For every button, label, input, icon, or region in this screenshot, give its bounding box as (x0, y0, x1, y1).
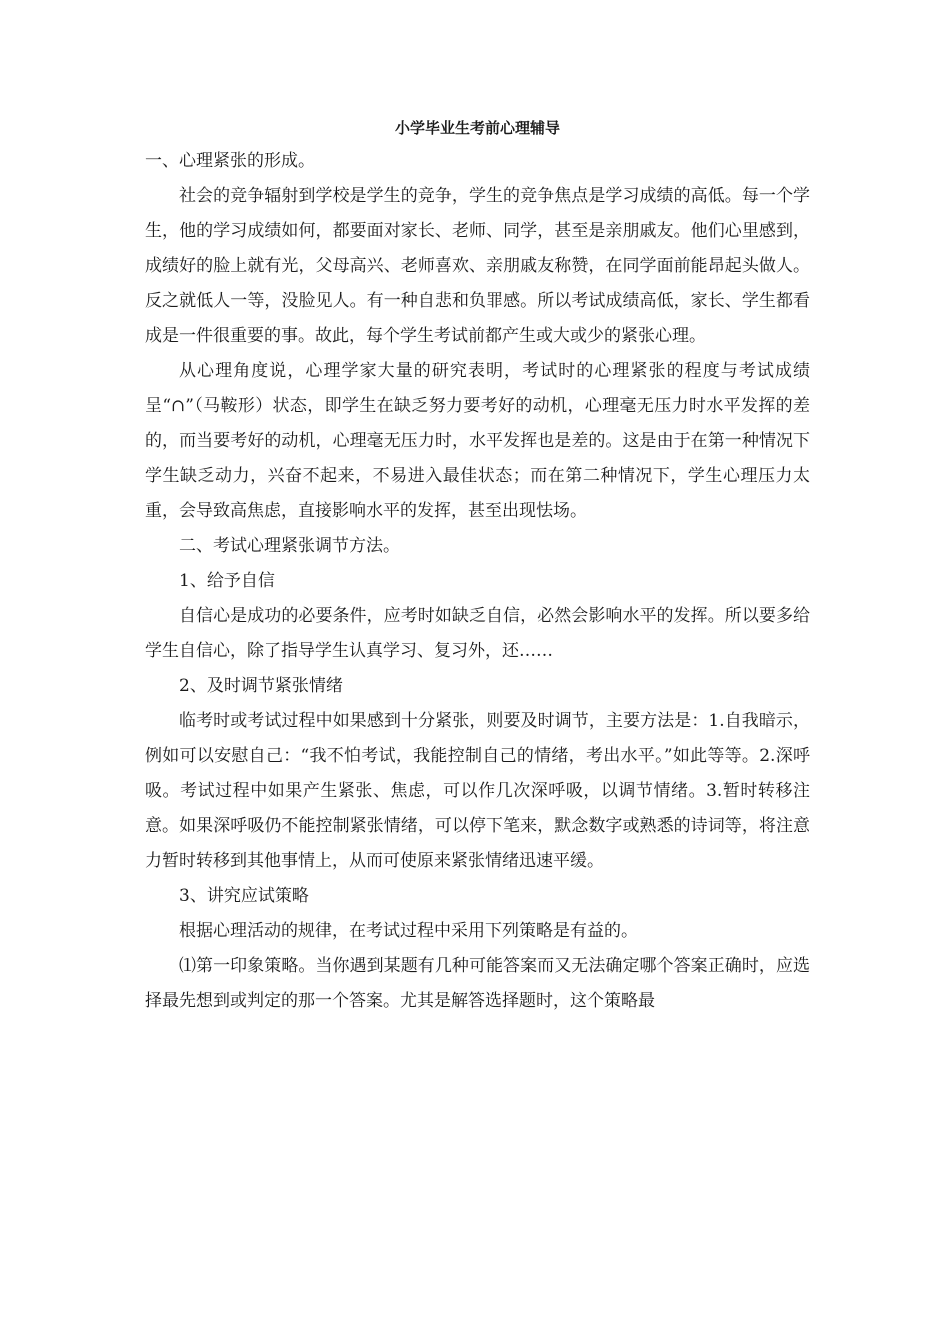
paragraph: 自信心是成功的必要条件，应考时如缺乏自信，必然会影响水平的发挥。所以要多给学生自信心，除了指导学生认真学习、复习外，还…… (145, 606, 810, 661)
subheading-1: 1、给予自信 (179, 571, 275, 591)
document-page (145, 118, 810, 1019)
paragraph: 从心理角度说，心理学家大量的研究表明，考试时的心理紧张的程度与考试成绩呈“∩”（马鞍形）状态，即学生在缺乏努力要考好的动机，心理毫无压力时水平发挥的差的，而当要考好的动机，心理毫无压力时，水平发挥也是差的。这是由于在第一种情况下学生缺乏动力，兴奋不起来，不易进入最佳状态；而在第二种情况下，学生心理压力太重，会导致高焦虑，直接影响水平的发挥，甚至出现怯场。 (145, 361, 810, 521)
section-heading-2: 二、考试心理紧张调节方法。 (179, 536, 400, 556)
section-heading-1: 一、心理紧张的形成。 (145, 151, 315, 171)
paragraph: ⑴第一印象策略。当你遇到某题有几种可能答案而又无法确定哪个答案正确时，应选择最先想到或判定的那一个答案。尤其是解答选择题时，这个策略最 (145, 956, 810, 1011)
subheading-3: 3、讲究应试策略 (179, 886, 309, 906)
subheading-2: 2、及时调节紧张情绪 (179, 676, 343, 696)
document-title: 小学毕业生考前心理辅导 (394, 119, 560, 137)
paragraph: 社会的竞争辐射到学校是学生的竞争，学生的竞争焦点是学习成绩的高低。每一个学生，他的学习成绩如何，都要面对家长、老师、同学，甚至是亲朋戚友。他们心里感到，成绩好的脸上就有光，父母高兴、老师喜欢、亲朋戚友称赞，在同学面前能昂起头做人。反之就低人一等，没脸见人。有一种自悲和负罪感。所以考试成绩高低，家长、学生都看成是一件很重要的事。故此，每个学生考试前都产生或大或少的紧张心理。 (145, 186, 810, 346)
paragraph: 临考时或考试过程中如果感到十分紧张，则要及时调节，主要方法是：1.自我暗示，例如可以安慰自己：“我不怕考试，我能控制自己的情绪，考出水平。”如此等等。2.深呼吸。考试过程中如果产生紧张、焦虑，可以作几次深呼吸，以调节情绪。3.暂时转移注意。如果深呼吸仍不能控制紧张情绪，可以停下笔来，默念数字或熟悉的诗词等，将注意力暂时转移到其他事情上，从而可使原来紧张情绪迅速平缓。 (145, 711, 810, 871)
paragraph: 根据心理活动的规律，在考试过程中采用下列策略是有益的。 (179, 921, 638, 941)
